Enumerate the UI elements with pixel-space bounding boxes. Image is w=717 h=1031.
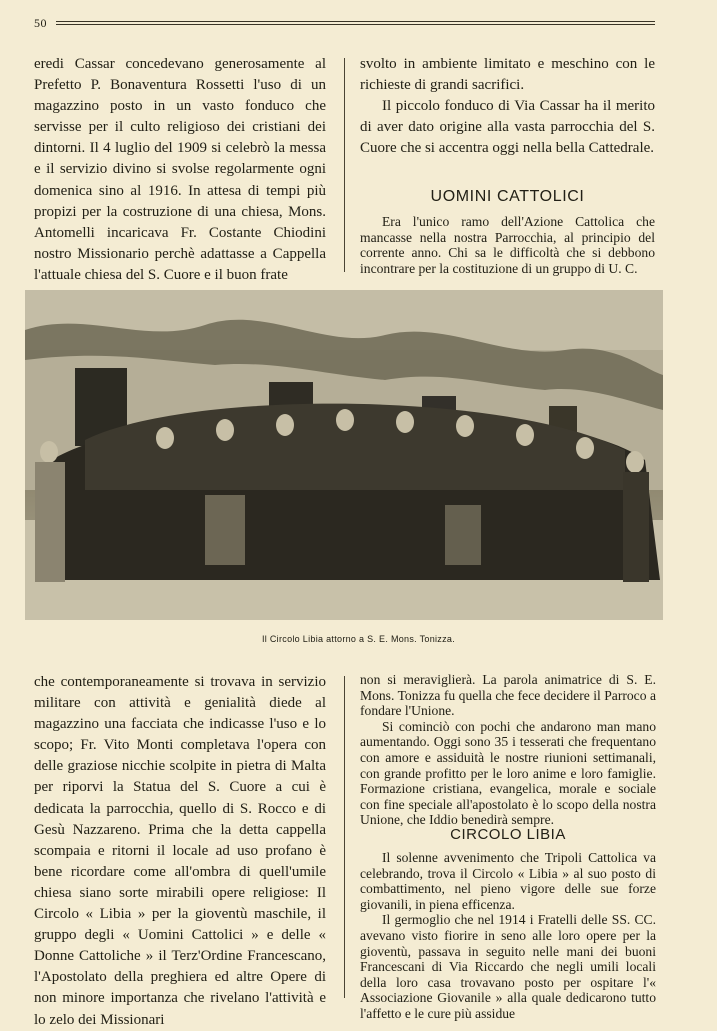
top-right-paragraph-1: svolto in ambiente limitato e meschino con le richieste di grandi sacrifici. [360,56,655,94]
column-rule-bottom [344,676,345,998]
group-photograph [25,290,663,620]
top-left-paragraph: eredi Cassar concedevano generosamente al Prefetto P. Bonaventura Rossetti l'uso di un magazzino posto in un vasto fonduco che servisse per il culto religioso dei cristiani dei dintorni. Il 4 luglio del 1909 si celebrò la messa e il servizio divino si svolse regolarmente ogni domenica sino al 1916. In attesa di tempi più propizi per la costruzione di una chiesa, Mons. Antomelli incaricava Fr. Costante Chiodini nostro Missionario perchè adattasse a Cappella l'attuale chiesa del S. Cuore e il buon frate [34,56,326,283]
group-photograph-illustration [25,290,663,620]
header-rule [56,21,655,25]
section-heading-uomini-cattolici: UOMINI CATTOLICI [430,188,585,205]
photo-caption: Il Circolo Libia attorno a S. E. Mons. Tonizza. [261,634,456,644]
page-number: 50 [34,16,47,30]
section-heading-circolo-libia: CIRCOLO LIBIA [450,826,566,843]
bottom-left-column [34,672,326,1031]
top-right-column [360,54,655,159]
column-rule-top [344,58,345,272]
circolo-libia-paragraph-1: Il solenne avvenimento che Tripoli Cattolica va celebrando, trova il Circolo « Libia » al suo posto di combattimento, nel pieno vigore delle sue forze giovanili, in piena efficenza. [360,850,656,912]
circolo-libia-column [360,850,656,1022]
top-right-paragraph-2: Il piccolo fonduco di Via Cassar ha il merito di aver dato origine alla vasta parrocchia del S. Cuore che si accentra oggi nella bella Cattedrale. [360,98,655,157]
uomini-cattolici-column [360,214,655,276]
top-left-column [34,54,326,286]
circolo-libia-paragraph-2: Il germoglio che nel 1914 i Fratelli delle SS. CC. avevano visto fiorire in seno alle loro opere per la gioventù, passava in seguito nelle mani dei buoni Francescani di Via Riccardo che negli umili locali della loro casa trovavano posto per ospitare l'« Associazione Giovanile » alla quale dedicarono tutto l'affetto e le cure più assidue [360,912,656,1021]
uomini-cattolici-paragraph: Era l'unico ramo dell'Azione Cattolica che mancasse nella nostra Parrocchia, al principio del corrente anno. Chi sa le difficoltà che si debbono incontrare per la costituzione di un gruppo di U. C. [360,214,655,276]
bottom-left-paragraph: che contemporaneamente si trovava in servizio militare con attività e genialità diede al magazzino una facciata che indicasse l'uso e lo scopo; Fr. Vito Monti completava l'opera con delle graziose nicchie scolpite in pietra di Malta per riporvi la Statua del S. Cuore a cui è dedicata la parrocchia, quello di S. Rocco e di Gesù Nazzareno. Prima che la detta cappella scompaia e ritorni il locale ad uso profano è bene ricordare come all'ombra di quell'umile chiesa siano sorte mirabili opere religiose: Il Circolo « Libia » per la gioventù maschile, il gruppo degli « Uomini Cattolici » e delle « Donne Cattoliche » il Terz'Ordine Francescano, l'Apostolato della preghiera ed altre Opere di non minore importanza che rivelano l'attività e lo zelo dei Missionari [34,674,326,1028]
bottom-right-column [360,672,656,828]
bottom-right-paragraph-2: Si cominciò con pochi che andarono man mano aumentando. Oggi sono 35 i tesserati che frequentano con amore e assiduità le nostre riunioni settimanali, con grande profitto per le loro anime e loro famiglie. Formazione cristiana, evangelica, morale e sociale con fine speciale all'apostolato è lo scopo della nostra Unione, che Iddio benedirà sempre. [360,718,656,828]
bottom-right-paragraph-1: non si meraviglierà. La parola animatrice di S. E. Mons. Tonizza fu quella che fece decidere il Parroco a fondare l'Unione. [360,672,656,719]
